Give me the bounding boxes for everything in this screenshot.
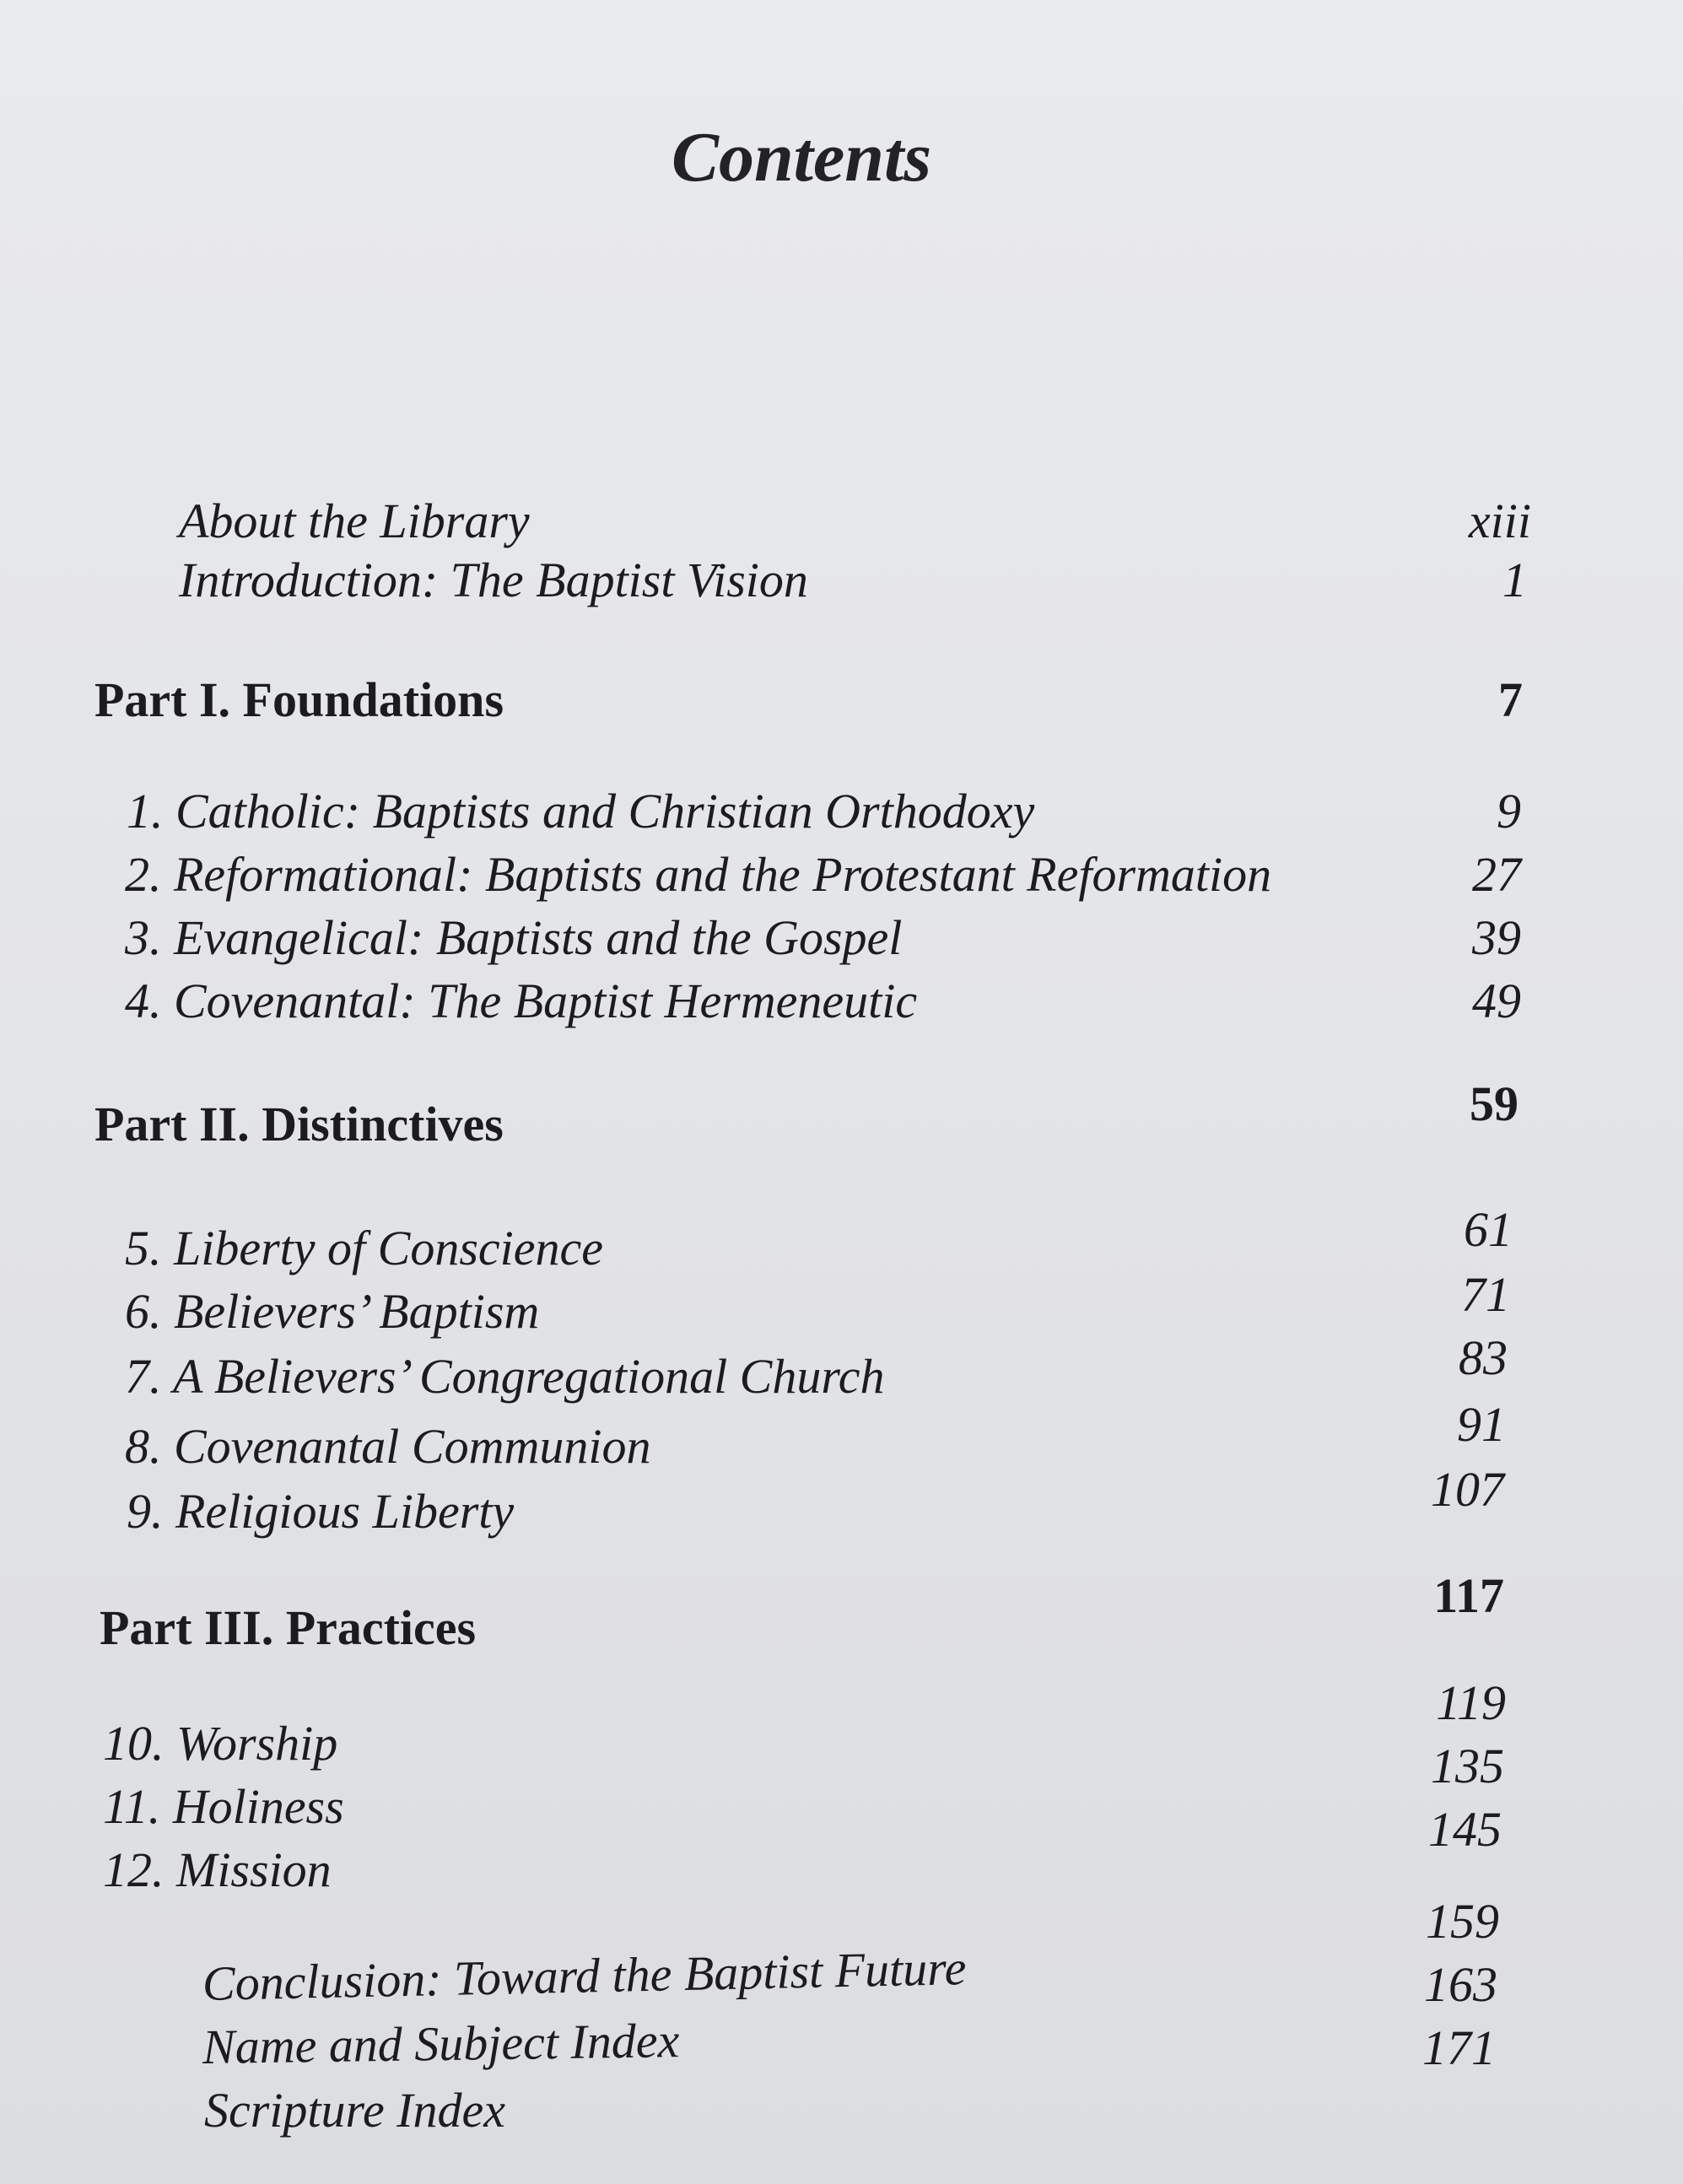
toc-entry-page: 171: [1422, 2020, 1496, 2075]
toc-chapter-8: [0, 1396, 1683, 1474]
toc-part-title: Part I. Foundations: [94, 672, 504, 727]
toc-chapter-title: Liberty of Conscience: [174, 1221, 604, 1275]
toc-chapter-number: 8.: [125, 1419, 162, 1474]
toc-chapter-page: 71: [1461, 1267, 1510, 1322]
toc-chapter-title: A Believers’ Congregational Church: [172, 1349, 885, 1404]
toc-chapter-page: 83: [1459, 1330, 1508, 1385]
toc-chapter-page: 145: [1428, 1802, 1502, 1857]
toc-entry-front-2: [0, 547, 1683, 614]
toc-chapter-page: 27: [1472, 847, 1521, 902]
toc-entry-front-1: [0, 488, 1683, 555]
toc-chapter-number: 2.: [125, 847, 162, 902]
toc-entry-page: 159: [1426, 1894, 1499, 1949]
toc-entry-label: Conclusion: Toward the Baptist Future: [202, 1940, 967, 2011]
toc-chapter-label: [127, 1478, 514, 1545]
toc-chapter-3: [0, 904, 1683, 972]
toc-part-title: Part III. Practices: [100, 1600, 477, 1655]
toc-chapter-4: [0, 968, 1683, 1035]
toc-chapter-label: [125, 841, 1271, 909]
toc-chapter-title: Religious Liberty: [175, 1484, 515, 1539]
toc-chapter-7: [0, 1330, 1683, 1404]
toc-chapter-6: [0, 1267, 1683, 1339]
toc-chapter-number: 7.: [125, 1349, 162, 1404]
toc-chapter-title: Holiness: [172, 1779, 344, 1834]
toc-chapter-number: 4.: [125, 973, 162, 1028]
toc-chapter-title: Covenantal: The Baptist Hermeneutic: [174, 973, 918, 1028]
toc-chapter-label: [125, 904, 902, 972]
toc-part-page: 7: [1498, 672, 1523, 727]
toc-chapter-page: 119: [1436, 1675, 1506, 1730]
toc-chapter-page: 39: [1472, 910, 1521, 965]
toc-chapter-number: 12.: [103, 1842, 165, 1897]
toc-entry-label: Name and Subject Index: [202, 2013, 680, 2074]
toc-entry-label: Scripture Index: [204, 2083, 506, 2138]
toc-chapter-5: [0, 1202, 1683, 1275]
toc-chapter-title: Believers’ Baptism: [174, 1284, 540, 1339]
toc-part-page: 117: [1433, 1568, 1504, 1623]
toc-chapter-number: 6.: [125, 1284, 162, 1339]
toc-chapter-number: 10.: [103, 1716, 165, 1771]
toc-chapter-page: 9: [1497, 784, 1521, 839]
toc-part-page: 59: [1470, 1076, 1518, 1131]
toc-entry-label: Introduction: The Baptist Vision: [179, 553, 808, 607]
toc-chapter-title: Mission: [176, 1842, 332, 1897]
toc-part-2: [0, 1076, 1683, 1158]
toc-chapter-page: 91: [1457, 1397, 1506, 1452]
toc-chapter-title: Worship: [176, 1716, 338, 1771]
toc-part-3: [0, 1568, 1683, 1655]
toc-chapter-9: [0, 1462, 1683, 1539]
toc-chapter-label: [127, 778, 1034, 845]
toc-chapter-number: 3.: [125, 910, 162, 965]
toc-chapter-label: [103, 1836, 332, 1904]
toc-chapter-number: 5.: [125, 1221, 162, 1275]
toc-chapter-title: Catholic: Baptists and Christian Orthodoxy: [175, 784, 1035, 839]
toc-chapter-page: 49: [1472, 973, 1521, 1028]
toc-part-title: Part II. Distinctives: [94, 1097, 504, 1151]
toc-entry-page: xiii: [1468, 493, 1531, 548]
toc-chapter-number: 11.: [103, 1779, 161, 1834]
toc-entry-label: About the Library: [179, 493, 530, 548]
toc-chapter-page: 135: [1431, 1739, 1504, 1793]
toc-chapter-page: 61: [1464, 1202, 1513, 1257]
toc-chapter-number: 1.: [127, 784, 164, 839]
toc-chapter-1: [0, 778, 1683, 845]
toc-chapter-number: 9.: [127, 1484, 164, 1539]
toc-chapter-label: [125, 968, 917, 1035]
toc-chapter-title: Evangelical: Baptists and the Gospel: [174, 910, 903, 965]
toc-entry-page: 1: [1502, 553, 1527, 607]
toc-part-1: [0, 666, 1683, 734]
toc-chapter-page: 107: [1431, 1462, 1504, 1517]
page-title: Contents: [671, 118, 932, 197]
toc-chapter-title: Reformational: Baptists and the Protestant Reformation: [174, 847, 1272, 902]
toc-entry-page: 163: [1424, 1957, 1497, 2012]
toc-chapter-title: Covenantal Communion: [174, 1419, 651, 1474]
toc-chapter-2: [0, 841, 1683, 909]
